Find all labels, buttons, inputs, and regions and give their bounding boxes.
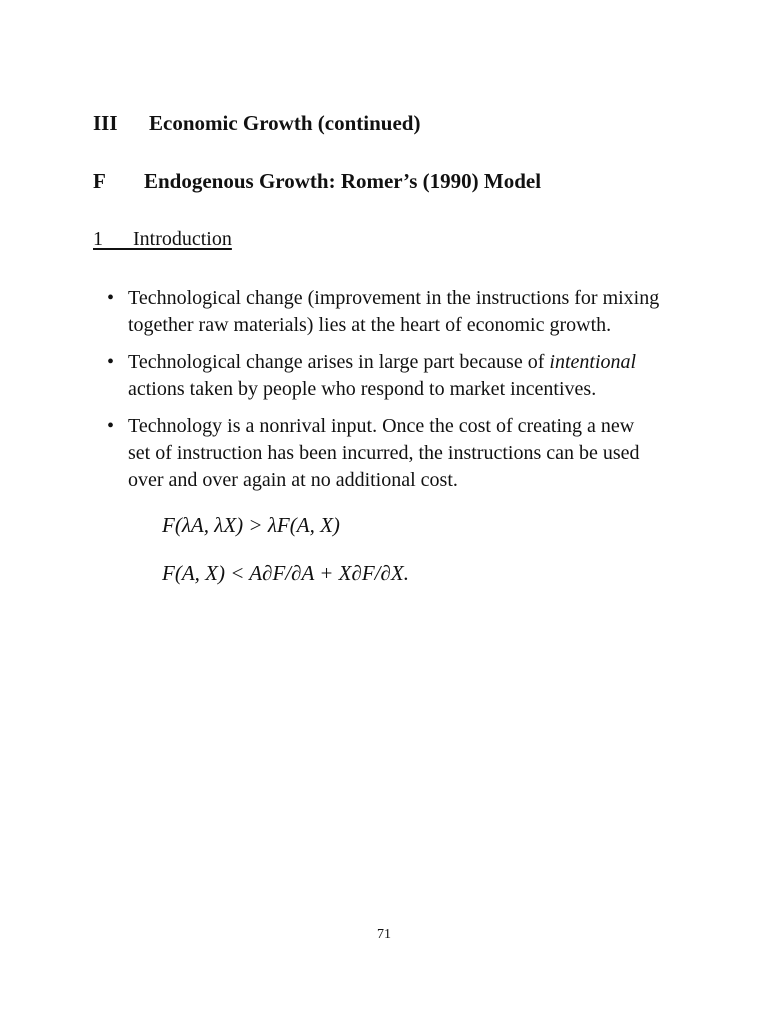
bullet-line: over and over again at no additional cost.: [128, 469, 458, 491]
bullet-icon: •: [107, 415, 115, 437]
equation-superadditivity: F(λA, λX) > λF(A, X): [162, 513, 340, 537]
part-title: Economic Growth (continued): [149, 111, 421, 135]
bullet-text: [128, 285, 707, 339]
equation-factor-payments: F(A, X) < A∂F/∂A + X∂F/∂X.: [162, 561, 409, 585]
bullet-line: [128, 349, 707, 376]
bullet-list: [107, 285, 707, 504]
bullet-line-start: Technological change arises in large part because of: [128, 351, 550, 373]
bullet-text: [128, 413, 707, 494]
bullet-item: [107, 285, 707, 339]
subsection-heading: [93, 228, 232, 251]
bullet-line: together raw materials) lies at the heart of economic growth.: [128, 314, 612, 336]
section-number: F: [93, 169, 106, 193]
bullet-line: Technology is a nonrival input. Once the cost of creating a new: [128, 415, 635, 437]
bullet-item: [107, 349, 707, 403]
bullet-icon: •: [107, 351, 115, 373]
page-number: 71: [377, 927, 391, 942]
bullet-line: actions taken by people who respond to market incentives.: [128, 378, 597, 400]
section-heading: [93, 169, 541, 194]
subsection-title: Introduction: [133, 228, 232, 250]
bullet-text: [128, 349, 707, 403]
emphasized-word: intentional: [549, 351, 637, 373]
bullet-item: [107, 413, 707, 494]
section-title: Endogenous Growth: Romer’s (1990) Model: [144, 169, 542, 193]
bullet-line: Technological change (improvement in the instructions for mixing: [128, 287, 660, 309]
bullet-icon: •: [107, 287, 115, 309]
subsection-number: 1: [93, 228, 103, 250]
part-heading: [93, 111, 420, 136]
part-number: III: [93, 111, 118, 135]
bullet-line: set of instruction has been incurred, the instructions can be used: [128, 442, 640, 464]
